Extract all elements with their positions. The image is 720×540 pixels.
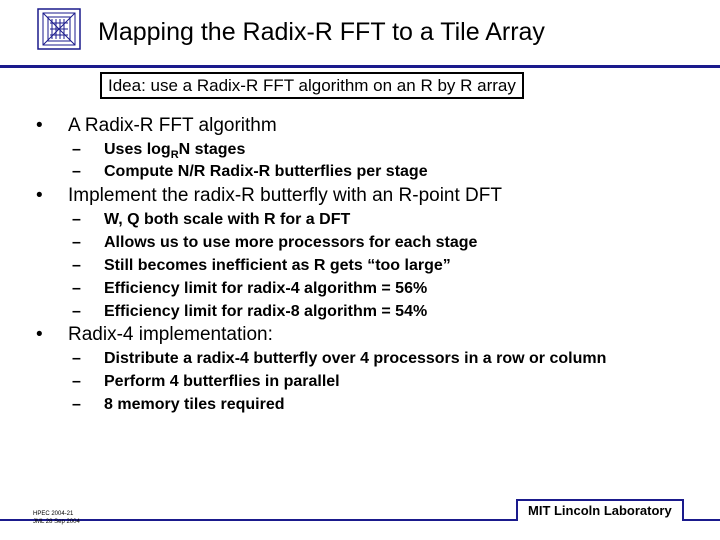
sub-bullet-item <box>72 372 340 392</box>
footer-author-date: JML 28 Sep 2004 <box>33 519 80 525</box>
idea-callout: Idea: use a Radix-R FFT algorithm on an R by R array <box>100 72 524 99</box>
dash-glyph: – <box>72 373 81 390</box>
slide-title: Mapping the Radix-R FFT to a Tile Array <box>98 18 545 46</box>
dash-glyph: – <box>72 350 81 367</box>
dash-glyph: – <box>72 396 81 413</box>
bullet-glyph: • <box>36 324 43 345</box>
bullet-text: Implement the radix-R butterfly with an R-point DFT <box>68 185 502 206</box>
sub-bullet-item <box>72 162 428 182</box>
bullet-text: Radix-4 implementation: <box>68 324 273 345</box>
sub-bullet-text: Distribute a radix-4 butterfly over 4 processors in a row or column <box>104 350 607 367</box>
sub-bullet-text: Still becomes inefficient as R gets “too large” <box>104 257 451 274</box>
dash-glyph: – <box>72 257 81 274</box>
sub-bullet-item <box>72 140 245 160</box>
sub-bullet-item <box>72 233 477 253</box>
sub-bullet-text: Uses log <box>104 141 171 158</box>
sub-bullet-item <box>72 349 606 369</box>
sub-bullet-item <box>72 302 427 322</box>
sub-bullet-text: W, Q both scale with R for a DFT <box>104 211 351 228</box>
sub-bullet-text: Efficiency limit for radix-8 algorithm = 54% <box>104 303 428 320</box>
sub-bullet-item <box>72 279 427 299</box>
sub-bullet-text-suffix: N stages <box>178 141 246 158</box>
sub-bullet-item <box>72 256 451 276</box>
dash-glyph: – <box>72 211 81 228</box>
bullet-item <box>36 184 502 208</box>
sub-bullet-text: Allows us to use more processors for each stage <box>104 234 478 251</box>
dash-glyph: – <box>72 234 81 251</box>
dash-glyph: – <box>72 303 81 320</box>
sub-bullet-text: Perform 4 butterflies in parallel <box>104 373 340 390</box>
bullet-item <box>36 323 273 347</box>
footer-organization: MIT Lincoln Laboratory <box>516 499 684 521</box>
title-divider <box>0 65 720 68</box>
sub-bullet-text: 8 memory tiles required <box>104 396 285 413</box>
subscript-r: R <box>170 149 179 161</box>
bullet-glyph: • <box>36 115 43 136</box>
mit-ll-logo-icon <box>37 8 81 50</box>
dash-glyph: – <box>72 141 81 158</box>
bullet-text: A Radix-R FFT algorithm <box>68 115 277 136</box>
sub-bullet-text: Compute N/R Radix-R butterflies per stage <box>104 163 428 180</box>
bullet-glyph: • <box>36 185 43 206</box>
dash-glyph: – <box>72 280 81 297</box>
sub-bullet-item <box>72 395 285 415</box>
sub-bullet-item <box>72 210 350 230</box>
dash-glyph: – <box>72 163 81 180</box>
sub-bullet-text: Efficiency limit for radix-4 algorithm = 56% <box>104 280 428 297</box>
footer-slide-id <box>33 510 80 526</box>
bullet-item <box>36 114 277 138</box>
footer-event-label: HPEC 2004-21 <box>33 511 74 517</box>
